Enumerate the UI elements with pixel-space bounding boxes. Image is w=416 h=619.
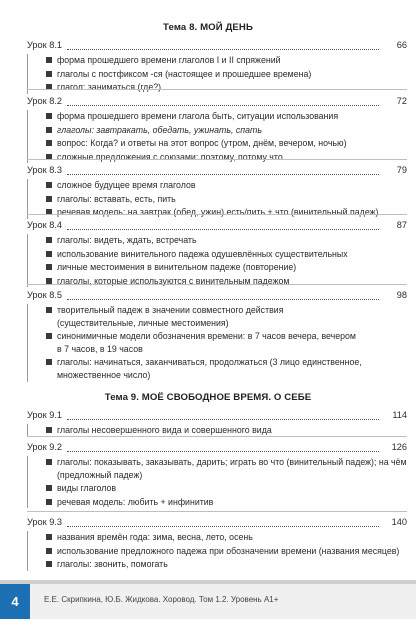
bullet-icon xyxy=(46,427,52,433)
lesson-page-number: 98 xyxy=(396,290,407,300)
lesson-8-1 xyxy=(27,40,407,95)
bullet-icon xyxy=(46,459,52,465)
list-item: речевая модель: любить + инфинитив xyxy=(28,496,407,509)
topic-9-heading: Тема 9. МОЁ СВОБОДНОЕ ВРЕМЯ. О СЕБЕ xyxy=(104,392,312,403)
lesson-page-number: 140 xyxy=(391,517,407,527)
page-number: 4 xyxy=(0,584,30,619)
bullet-icon xyxy=(46,113,52,119)
lesson-title: Урок 8.2 xyxy=(27,96,62,106)
page-footer xyxy=(0,580,416,619)
leader-dots xyxy=(67,419,379,420)
lesson-header xyxy=(27,290,407,303)
leader-dots xyxy=(67,229,379,230)
divider xyxy=(27,214,407,215)
topic-list xyxy=(27,531,407,571)
divider xyxy=(27,89,407,90)
list-item: использование предложного падежа при обозначении времени (названия месяцев) xyxy=(28,545,407,558)
list-item: глаголы: вставать, есть, пить xyxy=(28,193,407,206)
topic-list xyxy=(27,424,407,437)
bullet-icon xyxy=(46,485,52,491)
list-item: глаголы: звонить, помогать xyxy=(28,558,407,571)
list-item: названия времён года: зима, весна, лето, осень xyxy=(28,531,407,544)
topic-list xyxy=(27,54,407,94)
lesson-title: Урок 8.1 xyxy=(27,40,62,50)
footer-citation: Е.Е. Скрипкина, Ю.Б. Жидкова. Хоровод. Том 1.2. Уровень А1+ xyxy=(44,595,279,604)
lesson-8-4 xyxy=(27,220,407,288)
lesson-header xyxy=(27,220,407,233)
lesson-page-number: 66 xyxy=(396,40,407,50)
leader-dots xyxy=(67,49,379,50)
list-item: глаголы с постфиксом -ся (настоящее и прошедшее времена) xyxy=(28,68,407,81)
lesson-page-number: 126 xyxy=(391,442,407,452)
bullet-icon xyxy=(46,140,52,146)
topic-list xyxy=(27,110,407,163)
list-item: глаголы: начинаться, заканчиваться, продолжаться (3 лицо единственное, множественное число) xyxy=(28,356,387,381)
list-item: синонимичные модели обозначения времени: в 7 часов вечера, вечером в 7 часов, в 19 часов xyxy=(28,330,357,355)
list-item: глаголы: видеть, ждать, встречать xyxy=(28,234,407,247)
lesson-page-number: 87 xyxy=(396,220,407,230)
lesson-title: Урок 8.5 xyxy=(27,290,62,300)
list-item: вопрос: Когда? и ответы на этот вопрос (утром, днём, вечером, ночью) xyxy=(28,137,407,150)
leader-dots xyxy=(67,105,379,106)
bullet-icon xyxy=(46,57,52,63)
bullet-icon xyxy=(46,534,52,540)
lesson-title: Урок 9.1 xyxy=(27,410,62,420)
lesson-title: Урок 9.2 xyxy=(27,442,62,452)
lesson-title: Урок 8.3 xyxy=(27,165,62,175)
bullet-icon xyxy=(46,182,52,188)
divider xyxy=(27,159,407,160)
list-item: сложные предложения с союзами: поэтому, потому что xyxy=(28,151,407,164)
lesson-8-5 xyxy=(27,290,407,383)
lesson-header xyxy=(27,517,407,530)
list-item: сложное будущее время глаголов xyxy=(28,179,407,192)
bullet-icon xyxy=(46,499,52,505)
lesson-8-3 xyxy=(27,165,407,220)
divider xyxy=(27,511,407,512)
lesson-page-number: 79 xyxy=(396,165,407,175)
lesson-8-2 xyxy=(27,96,407,164)
lesson-header xyxy=(27,40,407,53)
topic-list xyxy=(27,304,407,382)
lesson-header xyxy=(27,96,407,109)
divider xyxy=(27,436,407,437)
list-item: личные местоимения в винительном падеже (повторение) xyxy=(28,261,407,274)
leader-dots xyxy=(67,299,379,300)
list-item: форма прошедшего времени глаголов I и II спряжений xyxy=(28,54,407,67)
bullet-icon xyxy=(46,561,52,567)
footer-band xyxy=(0,580,416,584)
topic-list xyxy=(27,234,407,287)
leader-dots xyxy=(67,451,379,452)
list-item: глаголы, которые используются с винительным падежом xyxy=(28,275,407,288)
lesson-header xyxy=(27,410,407,423)
bullet-icon xyxy=(46,196,52,202)
bullet-icon xyxy=(46,127,52,133)
topic-list xyxy=(27,179,407,219)
lesson-title: Урок 8.4 xyxy=(27,220,62,230)
list-item: использование винительного падежа одушевлённых существительных xyxy=(28,248,407,261)
list-item: форма прошедшего времени глагола быть, ситуации использования xyxy=(28,110,407,123)
list-item: виды глаголов xyxy=(28,482,407,495)
lesson-9-2 xyxy=(27,442,407,509)
bullet-icon xyxy=(46,237,52,243)
lesson-header xyxy=(27,165,407,178)
leader-dots xyxy=(67,526,379,527)
leader-dots xyxy=(67,174,379,175)
bullet-icon xyxy=(46,307,52,313)
list-item: глагол: заниматься (где?) xyxy=(28,81,407,94)
bullet-icon xyxy=(46,264,52,270)
lesson-page-number: 72 xyxy=(396,96,407,106)
topic-8-heading: Тема 8. МОЙ ДЕНЬ xyxy=(163,22,253,33)
list-item: творительный падеж в значении совместного действия (существительные, личные местоимения) xyxy=(28,304,357,329)
topic-list xyxy=(27,456,407,508)
lesson-9-1 xyxy=(27,410,407,438)
list-item: глаголы: показывать, заказывать, дарить; играть во что (винительный падеж); на чём (предложный падеж) xyxy=(28,456,416,481)
bullet-icon xyxy=(46,548,52,554)
list-item: глаголы: завтракать, обедать, ужинать, спать xyxy=(28,124,407,137)
bullet-icon xyxy=(46,359,52,365)
lesson-page-number: 114 xyxy=(392,410,407,420)
bullet-icon xyxy=(46,71,52,77)
divider xyxy=(27,284,407,285)
list-item: речевая модель: на завтрак (обед, ужин) есть/пить + что (винительный падеж) xyxy=(28,206,407,219)
bullet-icon xyxy=(46,251,52,257)
lesson-header xyxy=(27,442,407,455)
list-item: глаголы несовершенного вида и совершенного вида xyxy=(28,424,407,437)
lesson-title: Урок 9.3 xyxy=(27,517,62,527)
bullet-icon xyxy=(46,278,52,284)
lesson-9-3 xyxy=(27,517,407,572)
bullet-icon xyxy=(46,333,52,339)
